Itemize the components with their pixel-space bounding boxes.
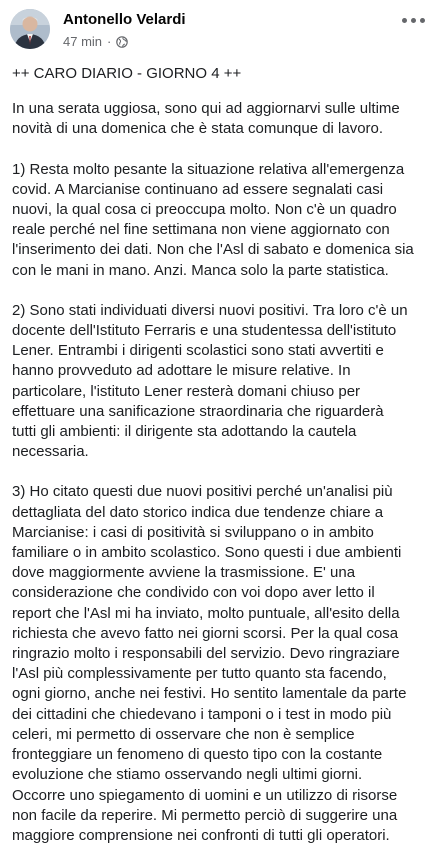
more-dots-icon <box>411 18 416 23</box>
avatar-photo <box>10 9 50 49</box>
post-content <box>12 64 430 866</box>
post-header <box>0 0 436 56</box>
more-dots-icon <box>420 18 425 23</box>
globe-icon <box>116 36 128 48</box>
post-timestamp[interactable]: 47 min <box>63 34 103 49</box>
author-avatar[interactable] <box>10 9 50 49</box>
post-title: ++ CARO DIARIO - GIORNO 4 ++ <box>12 65 242 82</box>
meta-separator: · <box>107 34 112 49</box>
post-paragraph-intro: In una serata uggiosa, sono qui ad aggiornarvi sulle ultime novità di una domenica che è stata comunque di lavoro. <box>12 100 400 138</box>
post-meta <box>63 34 128 50</box>
author-name[interactable]: Antonello Velardi <box>63 11 186 28</box>
post-paragraph-3: 3) Ho citato questi due nuovi positivi perché un'analisi più dettagliata del dato storico indica due tendenze chiare a Marcianise: i casi di positività si sviluppano o in ambito familiare o in ambito scolastico. Sono questi i due ambienti dove maggiormente avviene la trasmissione. E' una considerazione che condivido con voi dopo aver letto il report che l'Asl mi ha inviato, molto puntuale, all'esito della richiesta che avevo fatto nei giorni scorsi. Per la qual cosa ringrazio molto i responsabili del servizio. Devo ringraziare l'Asl più complessivamente per tutto quanto sta facendo, ogni giorno, anche nei festivi. Ho sentito lamentale da parte dei cittadini che chiedevano i tamponi o i test in modo più celeri, mi permetto di osservare che non è semplice fronteggiare un fenomeno di questo tipo con la costante evoluzione che stiamo osservando negli ultimi giorni. Occorre uno spiegamento di uomini e un utilizzo di risorse non facile da reperire. Mi permetto perciò di suggerire una maggiore comprensione nei confronti di tutti gli operatori. <box>12 483 407 844</box>
more-options-button[interactable] <box>398 10 428 30</box>
post-paragraph-2: 2) Sono stati individuati diversi nuovi positivi. Tra loro c'è un docente dell'Istituto Ferraris e una studentessa dell'istituto Lener. Entrambi i dirigenti scolastici sono stati avvertiti e hanno provveduto ad adottare le misure relative. In particolare, l'istituto Lener resterà domani chiuso per effettuare una sanificazione straordinaria che riguarderà tutti gli ambienti: il dirigente sta adottando la cautela necessaria. <box>12 301 408 461</box>
post-paragraph-1: 1) Resta molto pesante la situazione relativa all'emergenza covid. A Marcianise continuano ad essere segnalati casi nuovi, la qual cosa ci preoccupa molto. Non c'è un quadro reale perché nel fine settimana non viene aggiornato con l'inserimento dei dati. Non che l'Asl di sabato e domenica sia con le mani in mano. Anzi. Manca solo la parte statistica. <box>12 160 414 279</box>
more-dots-icon <box>402 18 407 23</box>
